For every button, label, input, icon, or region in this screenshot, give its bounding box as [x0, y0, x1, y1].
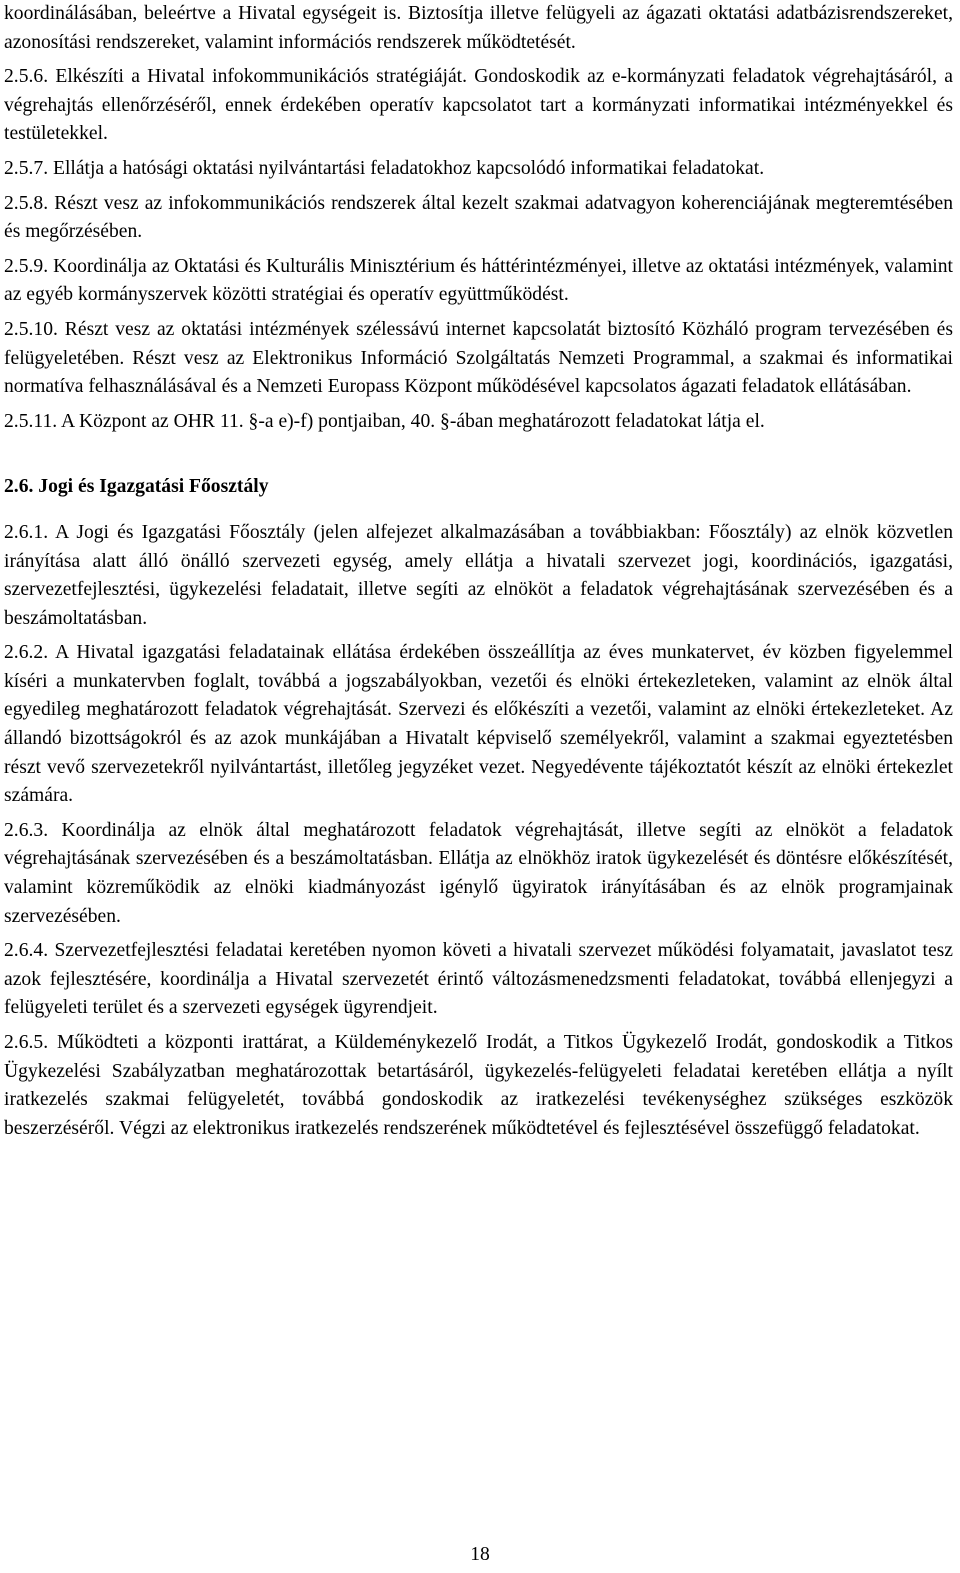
- page-number: 18: [470, 1544, 490, 1565]
- paragraph-2-5-11: 2.5.11. A Központ az OHR 11. §-a e)-f) pontjaiban, 40. §-ában meghatározott feladatokat látja el.: [4, 410, 765, 432]
- paragraph-2-5-10: 2.5.10. Részt vesz az oktatási intézmények szélessávú internet kapcsolatát biztosító Közháló program tervezésében és felügyeletében. Részt vesz az Elektronikus Információ Szolgáltatás Nemzeti Programmal, a szakmai és informatikai normatíva felhasználásával és a Nemzeti Europass Központ működésével kapcsolatos ágazati feladatok ellátásában.: [4, 318, 953, 398]
- document-page: [4, 0, 953, 1143]
- paragraph-2-6-3: 2.6.3. Koordinálja az elnök által meghatározott feladatok végrehajtását, illetve segíti az elnököt a feladatok végrehajtásának szervezésében és a beszámoltatásban. Ellátja az elnökhöz iratok ügykezelését és döntésre előkészítését, valamint közreműködik az elnöki kiadmányozást igénylő ügyiratok irányításában és az elnök programjainak szervezésében.: [4, 819, 953, 927]
- section-heading: 2.6. Jogi és Igazgatási Főosztály: [4, 476, 269, 498]
- paragraph-2-5-7: 2.5.7. Ellátja a hatósági oktatási nyilvántartási feladatokhoz kapcsolódó informatikai feladatokat.: [4, 157, 765, 179]
- paragraph-2-5-9: 2.5.9. Koordinálja az Oktatási és Kulturális Minisztérium és háttérintézményei, illetve az oktatási intézmények, valamint az egyéb kormányszervek közötti stratégiai és operatív együttműködést.: [4, 255, 953, 306]
- paragraph-2-6-1: 2.6.1. A Jogi és Igazgatási Főosztály (jelen alfejezet alkalmazásában a továbbiakban: Főosztály) az elnök közvetlen irányítása alatt álló önálló szervezeti egység, amely ellátja a hivatali szervezet jogi, koordinációs, igazgatási, szervezetfejlesztési, ügykezelési feladatait, illetve segíti az elnököt a feladatok végrehajtásának szervezésében és a beszámoltatásban.: [4, 521, 953, 629]
- paragraph-2-6-5: 2.6.5. Működteti a központi irattárat, a Küldeménykezelő Irodát, a Titkos Ügykezelő Irodát, gondoskodik a Titkos Ügykezelési Szabályzatban meghatározottak betartásáról, ügykezelés-felügyeleti feladatai keretében ellátja a nyílt iratkezelés szakmai felügyeletét, továbbá gondoskodik az iratkezelési tevékenységhez szükséges eszközök beszerzéséről. Végzi az elektronikus iratkezelés rendszerének működtetével és fejlesztésével összefüggő feladatokat.: [4, 1032, 953, 1139]
- paragraph-2-5-5-continued: koordinálásában, beleértve a Hivatal egységeit is. Biztosítja illetve felügyeli az ágazati oktatási adatbázisrendszereket, azonosítási rendszereket, valamint információs rendszerek működtetését.: [4, 3, 953, 53]
- paragraph-2-5-8: 2.5.8. Részt vesz az infokommunikációs rendszerek által kezelt szakmai adatvagyon koherenciájának megteremtésében és megőrzésében.: [4, 192, 953, 243]
- paragraph-2-6-4: 2.6.4. Szervezetfejlesztési feladatai keretében nyomon követi a hivatali szervezet működési folyamatait, javaslatot tesz azok fejlesztésére, koordinálja a Hivatal szervezetét érintő változásmenedzsmenti feladatokat, továbbá ellenjegyzi a felügyeleti terület és a szervezeti egységek ügyrendjeit.: [4, 940, 953, 1019]
- paragraph-2-6-2: 2.6.2. A Hivatal igazgatási feladatainak ellátása érdekében összeállítja az éves munkatervet, év közben figyelemmel kíséri a munkatervben foglalt, továbbá a jogszabályokban, vezetői és elnöki értekezleteken, valamint az elnök által egyedileg meghatározott feladatok végrehajtását. Szervezi és előkészíti a vezetői, valamint az elnöki értekezleteket. Az állandó bizottságokról és az azok munkájában a Hivatalt képviselő személyekről, valamint a szakmai egyeztetésben részt vevő szervezetekről nyilvántartást, illetőleg jegyzéket vezet. Negyedévente tájékoztatót készít az elnöki értekezlet számára.: [4, 642, 953, 807]
- paragraph-2-5-6: 2.5.6. Elkészíti a Hivatal infokommunikációs stratégiáját. Gondoskodik az e-kormányzati feladatok végrehajtásáról, a végrehajtás ellenőrzéséről, ennek érdekében operatív kapcsolatot tart a kormányzati informatikai intézményekkel és testületekkel.: [4, 66, 953, 145]
